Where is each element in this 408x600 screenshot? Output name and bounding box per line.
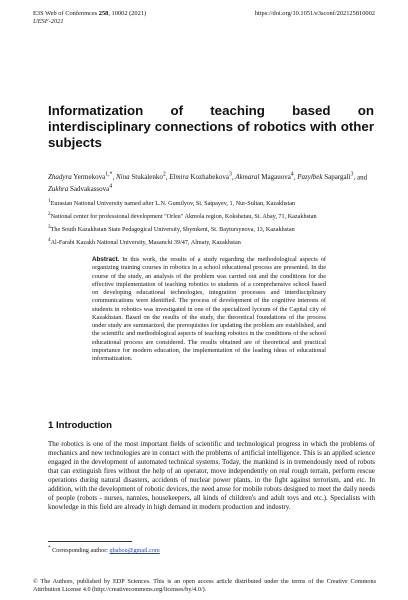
author-surname: Kozhabekova (190, 173, 229, 182)
conference-short-name: UESF-2021 (33, 18, 64, 25)
author-given-name: Zukhra (48, 185, 69, 194)
affiliation (48, 197, 374, 208)
affiliation (48, 210, 374, 221)
affiliation-marker: 2 (48, 210, 51, 217)
abstract-text: In this work, the results of a study regarding the methodological aspects of organizing training courses in robotics in a school educational process are presented. In the course of the study, an analysis of the problem was carried out and the conditions for the effective implementation of teaching robotics to students of a comprehensive school based on developing educational technologies, integration processes and interdisciplinary communications were identified. The process of development of the cognitive interests of students in robotics was investigated in one of the specialized lyceum of the Capital city of Kazakhstan. Based on the results of the study, the theoretical foundations of the process under study are summarized, the prerequisites for updating the problem are established, and the scientific and methodological aspects of teaching robotics in the conditions of the school educational process are considered. The results obtained are of theoretical and practical importance for modern education, the implementation of the leading ideas of educational informatization. (92, 256, 326, 362)
affiliation-marker: 4 (48, 236, 51, 243)
author (235, 173, 293, 181)
introduction-paragraph: The robotics is one of the most important fields of scientific and technological progress in which the problems of mechanics and new technologies are in contact with the problems of artificial intelligence. This is an applied science engaged in the development of automated technical systems. Today, the mankind is in tremendously need of robots that can extinguish fires without the help of an operator, move independently on real rough terrain, perform rescue operations during natural disasters, accidents of nuclear power plants, in the fight against terrorism, and etc. In addition, with the development of robotic devices, the need arose for mobile robots designed to meet the daily needs of people (robots - nurses, nannies, housekeepers, all kinds of children's and adult toys and etc.). Specialists with knowledge in this field are already in high demand in modern production and industry. (48, 440, 375, 512)
affiliation-text: Eurasian National University named after L.N. Gumilyov, St. Satpayev, 1, Nur-Sultan, Kazakhstan (50, 200, 296, 208)
author (169, 173, 232, 181)
footnote-marker: * (48, 545, 51, 551)
author-surname: Stukalenko (131, 173, 163, 182)
corresponding-author-footnote (48, 544, 160, 555)
affiliations (48, 197, 374, 248)
author-given-name: Akmaral (235, 173, 260, 182)
author-email-link[interactable]: qbabou@gmail.com (109, 547, 160, 555)
affiliation-text: National center for professional development "Orleu" Akmola region, Kokshetau, St. Abay, 71, Kazakhstan (50, 212, 317, 220)
author-affiliation-marker: 2 (162, 172, 166, 178)
author-given-name: Pazylbek (297, 173, 323, 182)
affiliation-marker: 1 (48, 198, 51, 204)
author (297, 173, 353, 181)
abstract (92, 256, 326, 363)
affiliation-marker: 3 (48, 223, 51, 230)
author-list: Zhadyra Yermekova$^{1,*}$, Nina Stukalenko$^2$, Elmira Kozhabekova$^3$, Akmaral Magauova$^4$, Pazylbek Sapargali$^3$, and Zukhra Sadvakassova$^4$ (48, 172, 368, 194)
footnote-divider (48, 541, 132, 542)
author-affiliation-marker: 4 (290, 172, 294, 178)
paper-title: Informatization of teaching based on interdisciplinary connections of robotics with other subjects (48, 103, 374, 150)
author-given-name: Nina (115, 173, 130, 182)
section-heading-introduction: 1 Introduction (48, 420, 112, 431)
running-header-right (255, 10, 375, 18)
doi-link[interactable]: https://doi.org/10.1051/e3sconf/202125810002 (254, 10, 375, 17)
author-affiliation-marker: 3 (228, 172, 232, 178)
affiliation-text: The South Kazakhstan State Pedagogical University, Shymkent, St. Baytursynova, 13, Kazakhstan (50, 225, 295, 233)
author-affiliation-marker: 1,* (105, 172, 113, 178)
license-notice: © The Authors, published by EDP Sciences. This is an open access article distributed under the terms of the Creative Commons Attribution License 4.0 (http://creativecommons.org/licenses/by/4.0/). (33, 578, 376, 593)
author-surname: Magauova (261, 173, 291, 182)
author-given-name: Elmira (169, 173, 189, 182)
author (116, 173, 166, 181)
author-affiliation-marker: 3 (350, 172, 354, 178)
author (48, 185, 112, 193)
affiliation (48, 223, 374, 234)
affiliation-text: Al-Farabi Kazakh National University, Masanchi 39/47, Almaty, Kazakhstan (50, 238, 241, 246)
running-header-left (33, 10, 146, 26)
conference-name: E3S Web of Conferences 258, 10002 (2021) (33, 10, 147, 17)
author-given-name: Zhadyra (48, 173, 72, 182)
author-affiliation-marker: 4 (109, 183, 113, 190)
author (48, 173, 112, 181)
abstract-label: Abstract. (92, 256, 120, 263)
volume-number: 258 (98, 10, 109, 17)
author-surname: Sapargali (324, 173, 351, 182)
footnote-label: Corresponding author: (50, 547, 110, 555)
affiliation (48, 236, 374, 247)
author-surname: Sadvakassova (69, 185, 110, 194)
author-surname: Yermekova (73, 173, 106, 182)
